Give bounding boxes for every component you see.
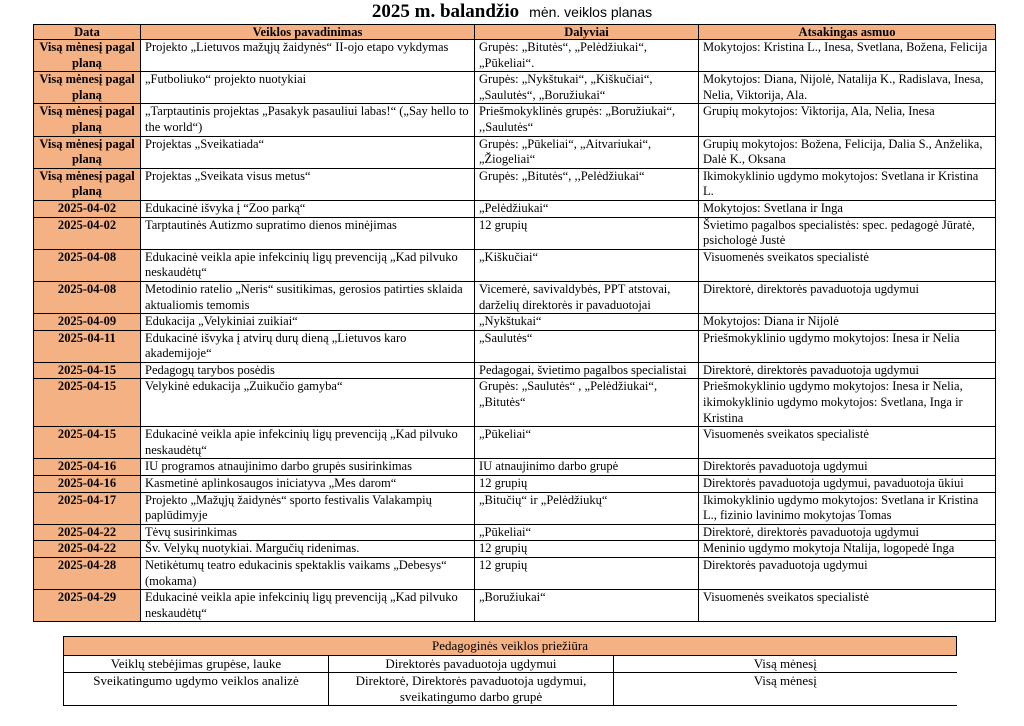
activity-cell: Velykinė edukacija „Zuikučio gamyba“ [141,379,475,427]
date-cell: 2025-04-02 [34,217,141,249]
responsible-cell: Švietimo pagalbos specialistės: spec. pedagogė Jūratė, psichologė Justė [699,217,996,249]
activity-cell: Edukacinė išvyka į atvirų durų dieną „Lietuvos karo akademijoje“ [141,330,475,362]
col-header-participants: Dalyviai [475,25,699,40]
responsible-cell: Mokytojos: Diana ir Nijolė [699,314,996,331]
supervision-activity: Sveikatingumo ugdymo veiklos analizė [64,673,329,706]
title-main: 2025 m. balandžio [371,1,520,22]
participants-cell: Priešmokyklinės grupės: „Boružiukai“, ,,Saulutės“ [475,104,699,136]
responsible-cell: Direktorės pavaduotoja ugdymui [699,459,996,476]
participants-cell: Grupės: „Bitutės“, ,,Pelėdžiukai“ [475,168,699,200]
responsible-cell: Priešmokyklinio ugdymo mokytojos: Inesa ir Nelia [699,330,996,362]
participants-cell: Grupės: „Nykštukai“, „Kiškučiai“, „Saulutės“, „Boružiukai“ [475,72,699,104]
table-row [34,492,996,524]
table-row [34,168,996,200]
supervision-activity: Veiklų stebėjimas grupėse, lauke [64,656,329,673]
responsible-cell: Mokytojos: Svetlana ir Inga [699,200,996,217]
responsible-cell: Direktorės pavaduotoja ugdymui [699,558,996,590]
responsible-cell: Direktorė, direktorės pavaduotoja ugdymui [699,524,996,541]
date-cell: 2025-04-16 [34,459,141,476]
participants-cell: „Boružiukai“ [475,590,699,622]
date-cell: 2025-04-16 [34,476,141,493]
participants-cell: „Kiškučiai“ [475,249,699,281]
supervision-responsible: Direktorė, Direktorės pavaduotoja ugdymui, sveikatingumo darbo grupė [329,673,614,706]
table-row [34,459,996,476]
participants-cell: „Pūkeliai“ [475,427,699,459]
table-row [34,427,996,459]
participants-cell: 12 grupių [475,558,699,590]
responsible-cell: Direktorė, direktorės pavaduotoja ugdymui [699,281,996,313]
participants-cell: IU atnaujinimo darbo grupė [475,459,699,476]
activity-cell: Edukacinė veikla apie infekcinių ligų prevenciją „Kad pilvuko neskaudėtų“ [141,249,475,281]
responsible-cell: Direktorės pavaduotoja ugdymui, pavaduotoja ūkiui [699,476,996,493]
responsible-cell: Meninio ugdymo mokytoja Ntalija, logopedė Inga [699,541,996,558]
date-cell: 2025-04-08 [34,249,141,281]
participants-cell: Grupės: „Saulutės“ , „Pelėdžiukai“, „Bitutės“ [475,379,699,427]
supervision-title: Pedagoginės veiklos priežiūra [64,637,957,656]
date-cell: 2025-04-02 [34,200,141,217]
date-cell: 2025-04-17 [34,492,141,524]
activity-cell: Pedagogų tarybos posėdis [141,362,475,379]
activity-cell: IU programos atnaujinimo darbo grupės susirinkimas [141,459,475,476]
table-row [34,72,996,104]
activity-cell: „Tarptautinis projektas „Pasakyk pasauliui labas!“ („Say hello to the world“) [141,104,475,136]
activity-cell: Šv. Velykų nuotykiai. Margučių ridenimas. [141,541,475,558]
table-row [34,249,996,281]
participants-cell: Vicemerė, savivaldybės, PPT atstovai, darželių direktorės ir pavaduotojai [475,281,699,313]
responsible-cell: Direktorė, direktorės pavaduotoja ugdymui [699,362,996,379]
date-cell: 2025-04-22 [34,524,141,541]
table-row [34,330,996,362]
table-row [34,40,996,72]
activity-cell: Edukacija „Velykiniai zuikiai“ [141,314,475,331]
participants-cell: 12 grupių [475,217,699,249]
table-row [34,104,996,136]
activity-cell: Kasmetinė aplinkosaugos iniciatyva „Mes darom“ [141,476,475,493]
page-title [0,1,1024,23]
participants-cell: „Bitučių“ ir „Pelėdžiukų“ [475,492,699,524]
activity-cell: Edukacinė išvyka į “Zoo parką“ [141,200,475,217]
title-subtitle: mėn. veiklos planas [529,4,653,20]
supervision-responsible: Direktorės pavaduotoja ugdymui [329,656,614,673]
responsible-cell: Grupių mokytojos: Viktorija, Ala, Nelia, Inesa [699,104,996,136]
participants-cell: „Saulutės“ [475,330,699,362]
participants-cell: Grupės: „Pūkeliai“, „Aitvariukai“, „Žiogeliai“ [475,136,699,168]
supervision-table [63,636,957,706]
table-row [34,314,996,331]
date-cell: 2025-04-11 [34,330,141,362]
participants-cell: „Pūkeliai“ [475,524,699,541]
table-row [34,558,996,590]
table-row [64,656,957,673]
responsible-cell: Visuomenės sveikatos specialistė [699,590,996,622]
participants-cell: „Nykštukai“ [475,314,699,331]
plan-header-row [34,25,996,40]
table-row [34,476,996,493]
date-cell: Visą mėnesį pagal planą [34,40,141,72]
date-cell: 2025-04-29 [34,590,141,622]
responsible-cell: Grupių mokytojos: Božena, Felicija, Dalia S., Anželika, Dalė K., Oksana [699,136,996,168]
table-row [34,200,996,217]
date-cell: 2025-04-15 [34,427,141,459]
responsible-cell: Ikimokyklinio ugdymo mokytojos: Svetlana ir Kristina L. [699,168,996,200]
supervision-header-row [64,637,957,656]
date-cell: 2025-04-15 [34,362,141,379]
activity-cell: Projekto „Lietuvos mažųjų žaidynės“ II-ojo etapo vykdymas [141,40,475,72]
supervision-time: Visą mėnesį [614,673,957,706]
activity-cell: Projekto „Mažųjų žaidynės“ sporto festivalis Valakampių paplūdimyje [141,492,475,524]
participants-cell: Grupės: „Bitutės“, „Pelėdžiukai“, „Pūkeliai“. [475,40,699,72]
date-cell: Visą mėnesį pagal planą [34,168,141,200]
date-cell: 2025-04-22 [34,541,141,558]
participants-cell: Pedagogai, švietimo pagalbos specialistai [475,362,699,379]
responsible-cell: Visuomenės sveikatos specialistė [699,427,996,459]
table-row [34,362,996,379]
participants-cell: „Pelėdžiukai“ [475,200,699,217]
activity-cell: Edukacinė veikla apie infekcinių ligų prevenciją „Kad pilvuko neskaudėtų“ [141,590,475,622]
date-cell: 2025-04-09 [34,314,141,331]
col-header-responsible: Atsakingas asmuo [699,25,996,40]
date-cell: Visą mėnesį pagal planą [34,136,141,168]
table-row [34,281,996,313]
activity-cell: Netikėtumų teatro edukacinis spektaklis vaikams „Debesys“ (mokama) [141,558,475,590]
table-row [34,541,996,558]
table-row [34,136,996,168]
activity-cell: Projektas „Sveikata visus metus“ [141,168,475,200]
activity-plan-table [33,24,996,622]
col-header-date: Data [34,25,141,40]
col-header-activity: Veiklos pavadinimas [141,25,475,40]
table-row [34,524,996,541]
activity-cell: Projektas „Sveikatiada“ [141,136,475,168]
activity-cell: Tėvų susirinkimas [141,524,475,541]
activity-cell: „Futboliuko“ projekto nuotykiai [141,72,475,104]
responsible-cell: Priešmokyklinio ugdymo mokytojos: Inesa ir Nelia, ikimokyklinio ugdymo mokytojos: Svetlana, Inga ir Kristina [699,379,996,427]
table-row [34,590,996,622]
responsible-cell: Mokytojos: Kristina L., Inesa, Svetlana, Božena, Felicija [699,40,996,72]
participants-cell: 12 grupių [475,541,699,558]
date-cell: Visą mėnesį pagal planą [34,104,141,136]
responsible-cell: Ikimokyklinio ugdymo mokytojos: Svetlana ir Kristina L., fizinio lavinimo mokytojas Tomas [699,492,996,524]
table-row [34,379,996,427]
date-cell: 2025-04-08 [34,281,141,313]
responsible-cell: Mokytojos: Diana, Nijolė, Natalija K., Radislava, Inesa, Nelia, Viktorija, Ala. [699,72,996,104]
date-cell: 2025-04-15 [34,379,141,427]
date-cell: 2025-04-28 [34,558,141,590]
responsible-cell: Visuomenės sveikatos specialistė [699,249,996,281]
supervision-time: Visą mėnesį [614,656,957,673]
activity-cell: Edukacinė veikla apie infekcinių ligų prevenciją „Kad pilvuko neskaudėtų“ [141,427,475,459]
table-row [34,217,996,249]
activity-cell: Metodinio ratelio „Neris“ susitikimas, gerosios patirties sklaida aktualiomis temomis [141,281,475,313]
date-cell: Visą mėnesį pagal planą [34,72,141,104]
activity-cell: Tarptautinės Autizmo supratimo dienos minėjimas [141,217,475,249]
table-row [64,673,957,706]
participants-cell: 12 grupių [475,476,699,493]
